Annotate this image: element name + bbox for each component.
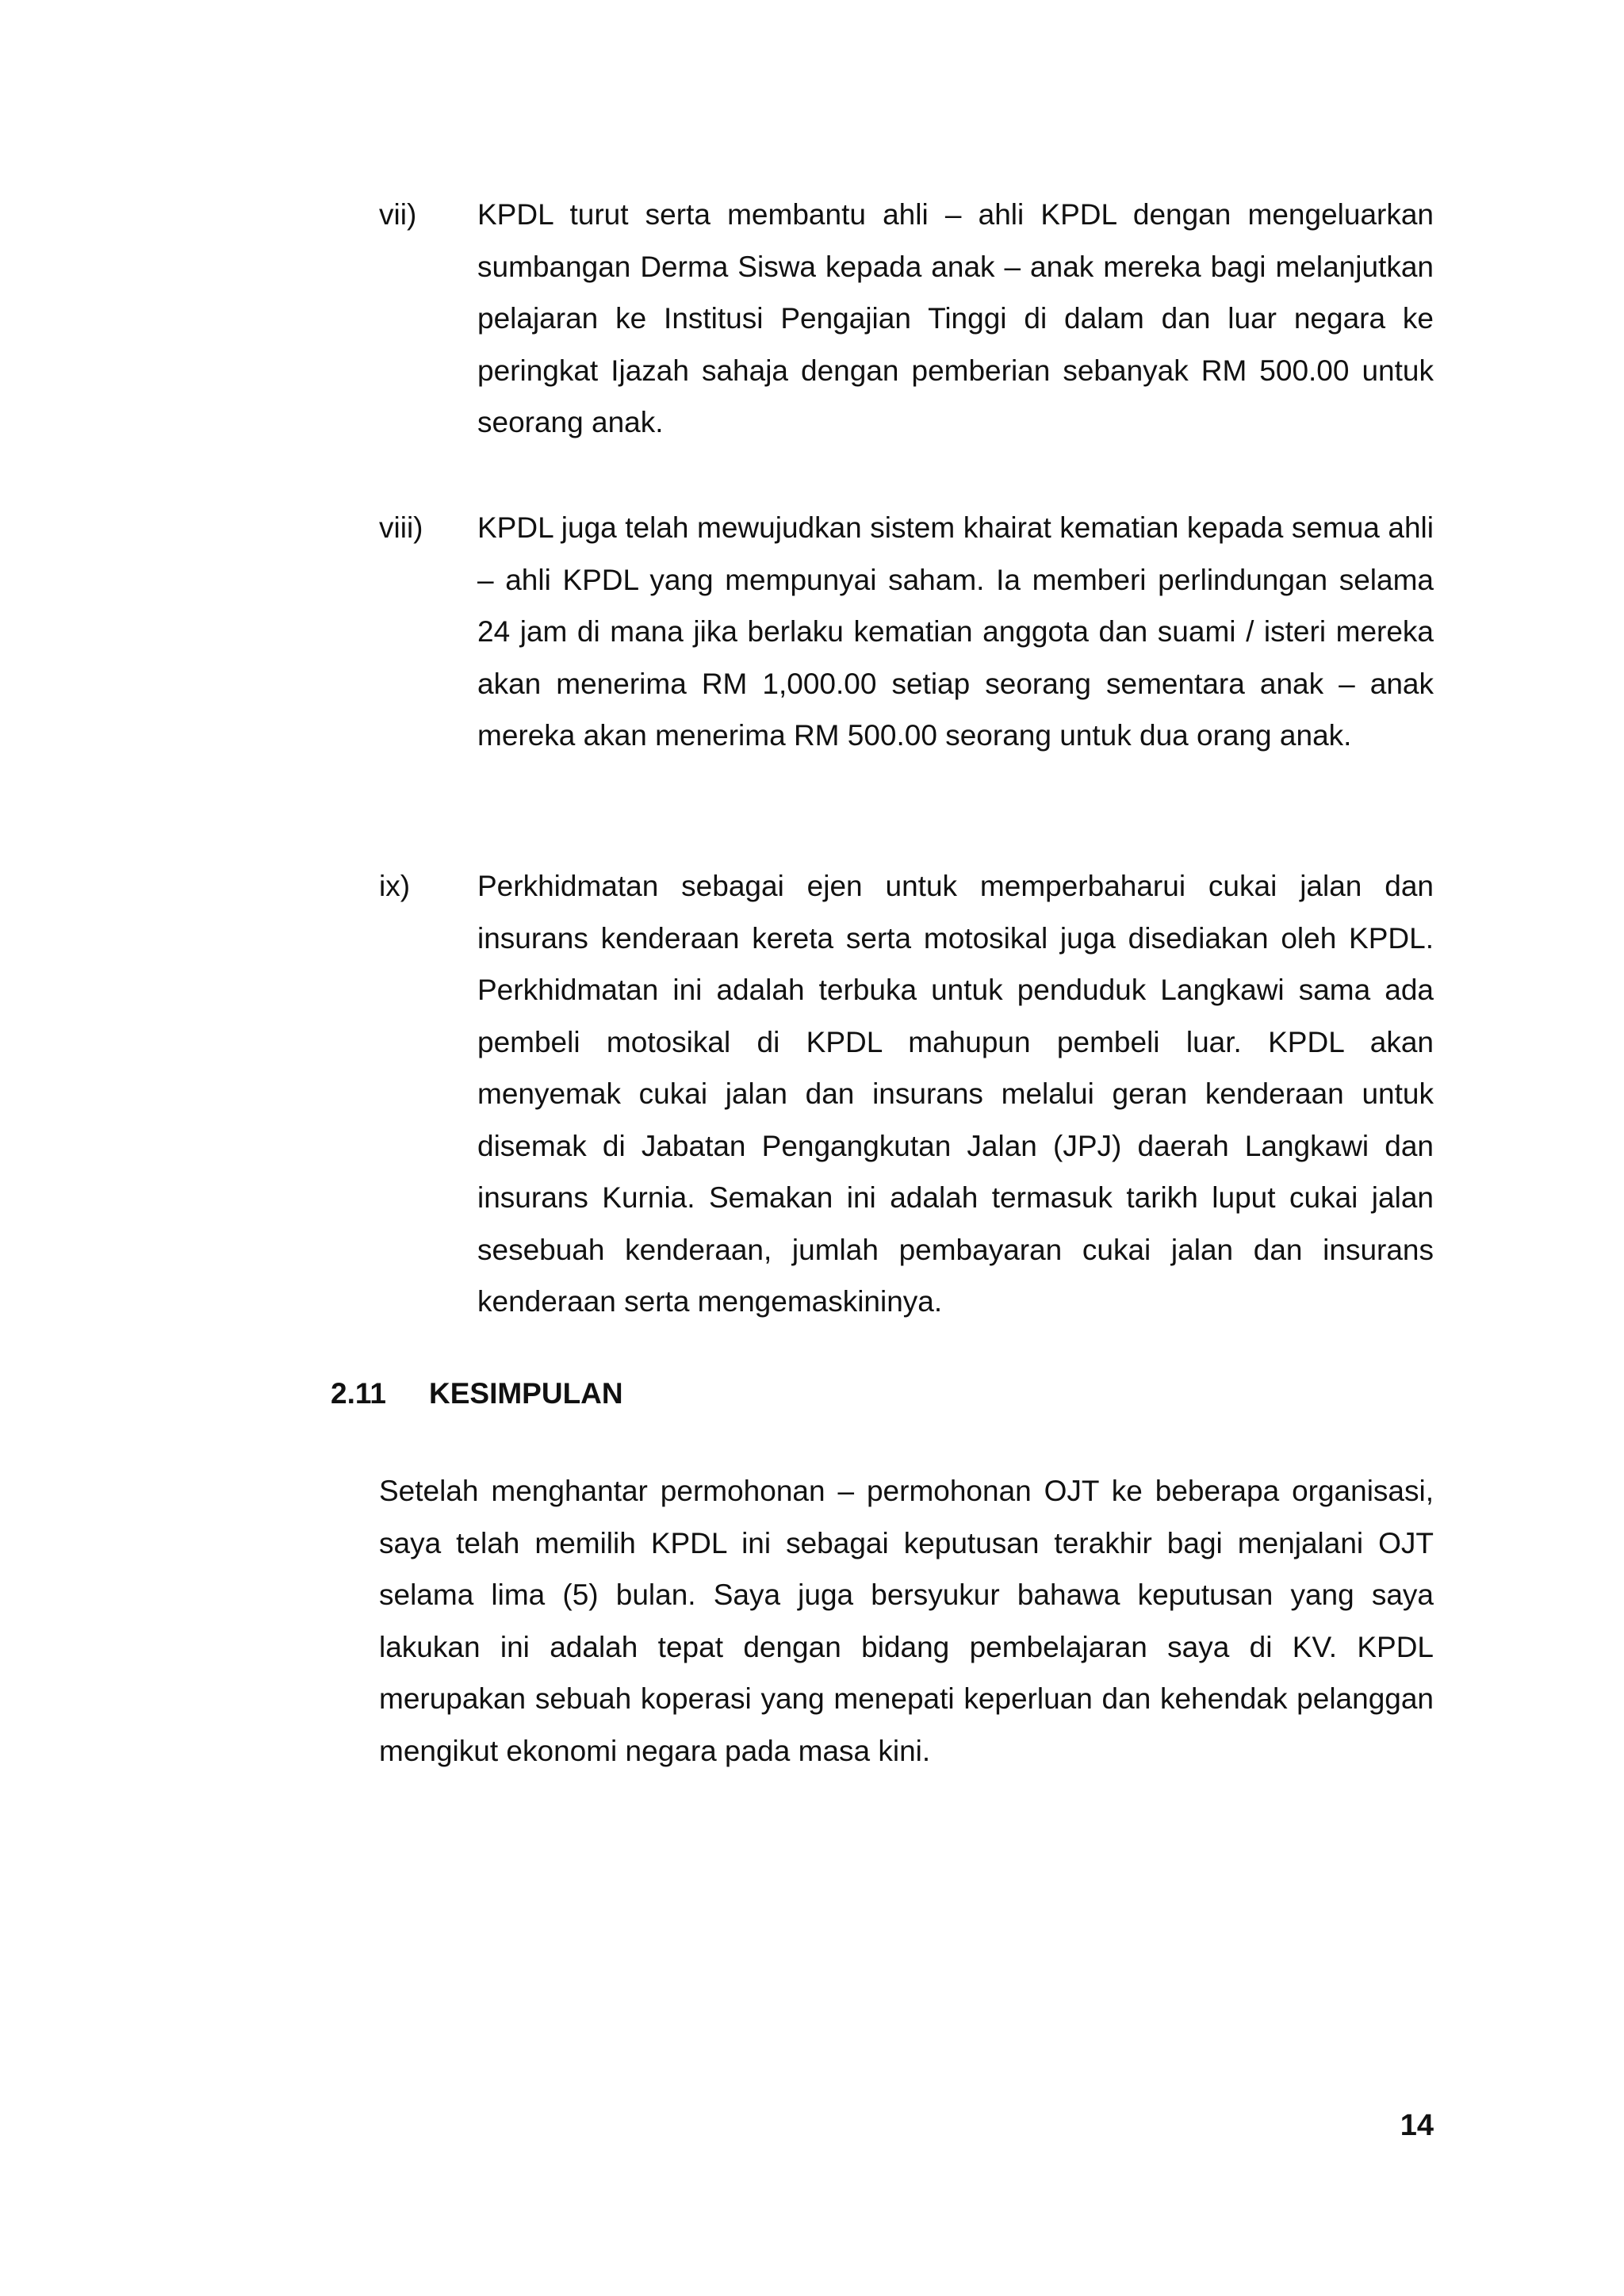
list-item-text: Perkhidmatan sebagai ejen untuk memperbaharui cukai jalan dan insurans kenderaan kereta serta motosikal juga disediakan oleh KPDL. Perkhidmatan ini adalah terbuka untuk penduduk Langkawi sama ada pembeli motosikal di KPDL mahupun pembeli luar. KPDL akan menyemak cukai jalan dan insurans melalui geran kenderaan untuk disemak di Jabatan Pengangkutan Jalan (JPJ) daerah Langkawi dan insurans Kurnia. Semakan ini adalah termasuk tarikh luput cukai jalan sesebuah kenderaan, jumlah pembayaran cukai jalan dan insurans kenderaan serta mengemaskininya. <box>477 870 1434 1318</box>
section-title: KESIMPULAN <box>429 1377 623 1410</box>
list-item-number: viii) <box>379 511 423 544</box>
list-item-number: ix) <box>379 870 411 902</box>
list-item-text: KPDL juga telah mewujudkan sistem khairat kematian kepada semua ahli – ahli KPDL yang mempunyai saham. Ia memberi perlindungan selama 24 jam di mana jika berlaku kematian anggota dan suami / isteri mereka akan menerima RM 1,000.00 setiap seorang sementara anak – anak mereka akan menerima RM 500.00 seorang untuk dua orang anak. <box>477 511 1434 752</box>
page-number: 14 <box>1400 2109 1434 2142</box>
section-number: 2.11 <box>331 1377 386 1410</box>
list-item-text: KPDL turut serta membantu ahli – ahli KPDL dengan mengeluarkan sumbangan Derma Siswa kepada anak – anak mereka bagi melanjutkan pelajaran ke Institusi Pengajian Tinggi di dalam dan luar negara ke peringkat Ijazah sahaja dengan pemberian sebanyak RM 500.00 untuk seorang anak. <box>477 198 1434 438</box>
conclusion-paragraph: Setelah menghantar permohonan – permohonan OJT ke beberapa organisasi, saya telah memilih KPDL ini sebagai keputusan terakhir bagi menjalani OJT selama lima (5) bulan. Saya juga bersyukur bahawa keputusan yang saya lakukan ini adalah tepat dengan bidang pembelajaran saya di KV. KPDL merupakan sebuah koperasi yang menepati keperluan dan kehendak pelanggan mengikut ekonomi negara pada masa kini. <box>379 1475 1434 1767</box>
list-item-number: vii) <box>379 198 417 231</box>
